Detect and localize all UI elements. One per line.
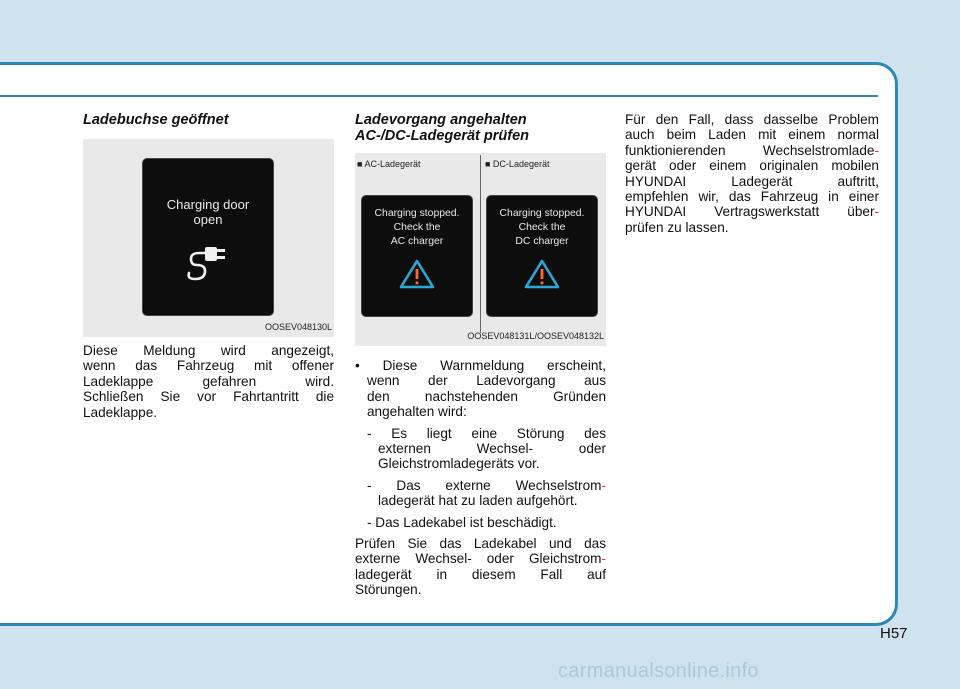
text-line: - Es liegt eine Störung des	[367, 425, 606, 441]
column-fortsetzung	[625, 112, 879, 235]
soft-hyphen: -	[601, 477, 606, 493]
text-line: Ladeklappe gefahren wird.	[83, 373, 334, 389]
screen-line: DC charger	[515, 236, 569, 247]
body-text	[83, 343, 334, 420]
sub-item: - Das Ladekabel ist beschädigt.	[367, 514, 557, 530]
text-line: gerät oder einem originalen mobilen	[625, 158, 879, 174]
text-line: wenn das Fahrzeug mit offener	[83, 358, 334, 374]
text-line: Störungen.	[355, 582, 422, 598]
text-line: ladegerät in diesem Fall auf	[355, 566, 606, 582]
header-rule	[0, 95, 878, 97]
section-heading-ladebuchse: Ladebuchse geöffnet	[83, 112, 229, 128]
sub-item	[355, 426, 606, 472]
warning-icon	[399, 259, 435, 289]
text-line: angehalten wird:	[367, 404, 467, 420]
text-line: wenn der Ladevorgang aus	[367, 373, 606, 389]
screen-line: open	[193, 212, 223, 227]
text-line	[367, 478, 606, 493]
plug-icon	[183, 243, 235, 283]
text-fragment: externe Wechsel- oder Gleichstrom	[355, 551, 602, 567]
figure-code: OOSEV048131L/OOSEV048132L	[467, 330, 604, 341]
watermark: carmanualsonline.info	[558, 660, 759, 682]
tab-label-ac: ■ AC-Ladegerät	[357, 159, 421, 169]
text-fragment: - Das externe Wechselstrom	[367, 477, 602, 493]
text-line	[625, 204, 879, 219]
sub-item	[355, 478, 606, 509]
paragraph	[355, 536, 606, 598]
soft-hyphen: -	[874, 142, 879, 158]
text-line: HYUNDAI Ladegerät auftritt,	[625, 173, 879, 189]
warning-icon	[524, 259, 560, 289]
text-line	[355, 551, 606, 566]
tab-label-dc: ■ DC-Ladegerät	[485, 159, 550, 169]
text-line: Für den Fall, dass dasselbe Problem	[625, 112, 879, 127]
screen-line: Charging door	[166, 197, 250, 212]
soft-hyphen: -	[874, 204, 879, 220]
text-line: Gleichstromladegeräts vor.	[378, 456, 540, 472]
figure-divider	[480, 155, 481, 333]
text-line: auch beim Laden mit einem normal	[625, 127, 879, 143]
bullet-continuation	[355, 373, 606, 419]
text-line: Ladeklappe.	[83, 404, 158, 420]
text-line: prüfen zu lassen.	[625, 219, 729, 235]
bullet-item	[355, 358, 606, 530]
cluster-display-ac	[361, 195, 473, 317]
cluster-display-dc	[486, 195, 598, 317]
section-heading-ladevorgang: Ladevorgang angehalten	[355, 112, 527, 128]
figure-charging-stopped	[355, 153, 606, 346]
text-line: Schließen Sie vor Fahrtantritt die	[83, 389, 334, 405]
text-line: ladegerät hat zu laden aufgehört.	[378, 493, 578, 509]
sub-continuation	[367, 441, 606, 472]
text-line: • Diese Warnmeldung erscheint,	[355, 358, 606, 373]
screen-line: Charging stopped.	[499, 208, 585, 219]
screen-line: Check the	[518, 222, 566, 233]
soft-hyphen: -	[601, 551, 606, 567]
cluster-display	[142, 158, 274, 316]
column-ladebuchse	[83, 112, 334, 420]
text-line	[625, 143, 879, 158]
column-ladevorgang	[355, 112, 606, 598]
text-fragment: HYUNDAI Vertragswerkstatt über	[625, 204, 875, 220]
text-line: Diese Meldung wird angezeigt,	[83, 343, 334, 358]
screen-line: Charging stopped.	[374, 208, 460, 219]
section-heading-ladevorgang-sub: AC-/DC-Ladegerät prüfen	[355, 128, 530, 144]
screen-line: AC charger	[390, 236, 444, 247]
text-line: externen Wechsel- oder	[378, 441, 606, 457]
text-line: empfehlen wir, das Fahrzeug in einer	[625, 189, 879, 205]
text-fragment: funktionierenden Wechselstromlade	[625, 142, 875, 158]
page-number: H57	[880, 625, 908, 642]
figure-code: OOSEV048130L	[264, 321, 332, 332]
text-line: Prüfen Sie das Ladekabel und das	[355, 536, 606, 552]
figure-charging-door	[83, 139, 334, 337]
text-line: den nachstehenden Gründen	[367, 388, 606, 404]
screen-line: Check the	[393, 222, 441, 233]
